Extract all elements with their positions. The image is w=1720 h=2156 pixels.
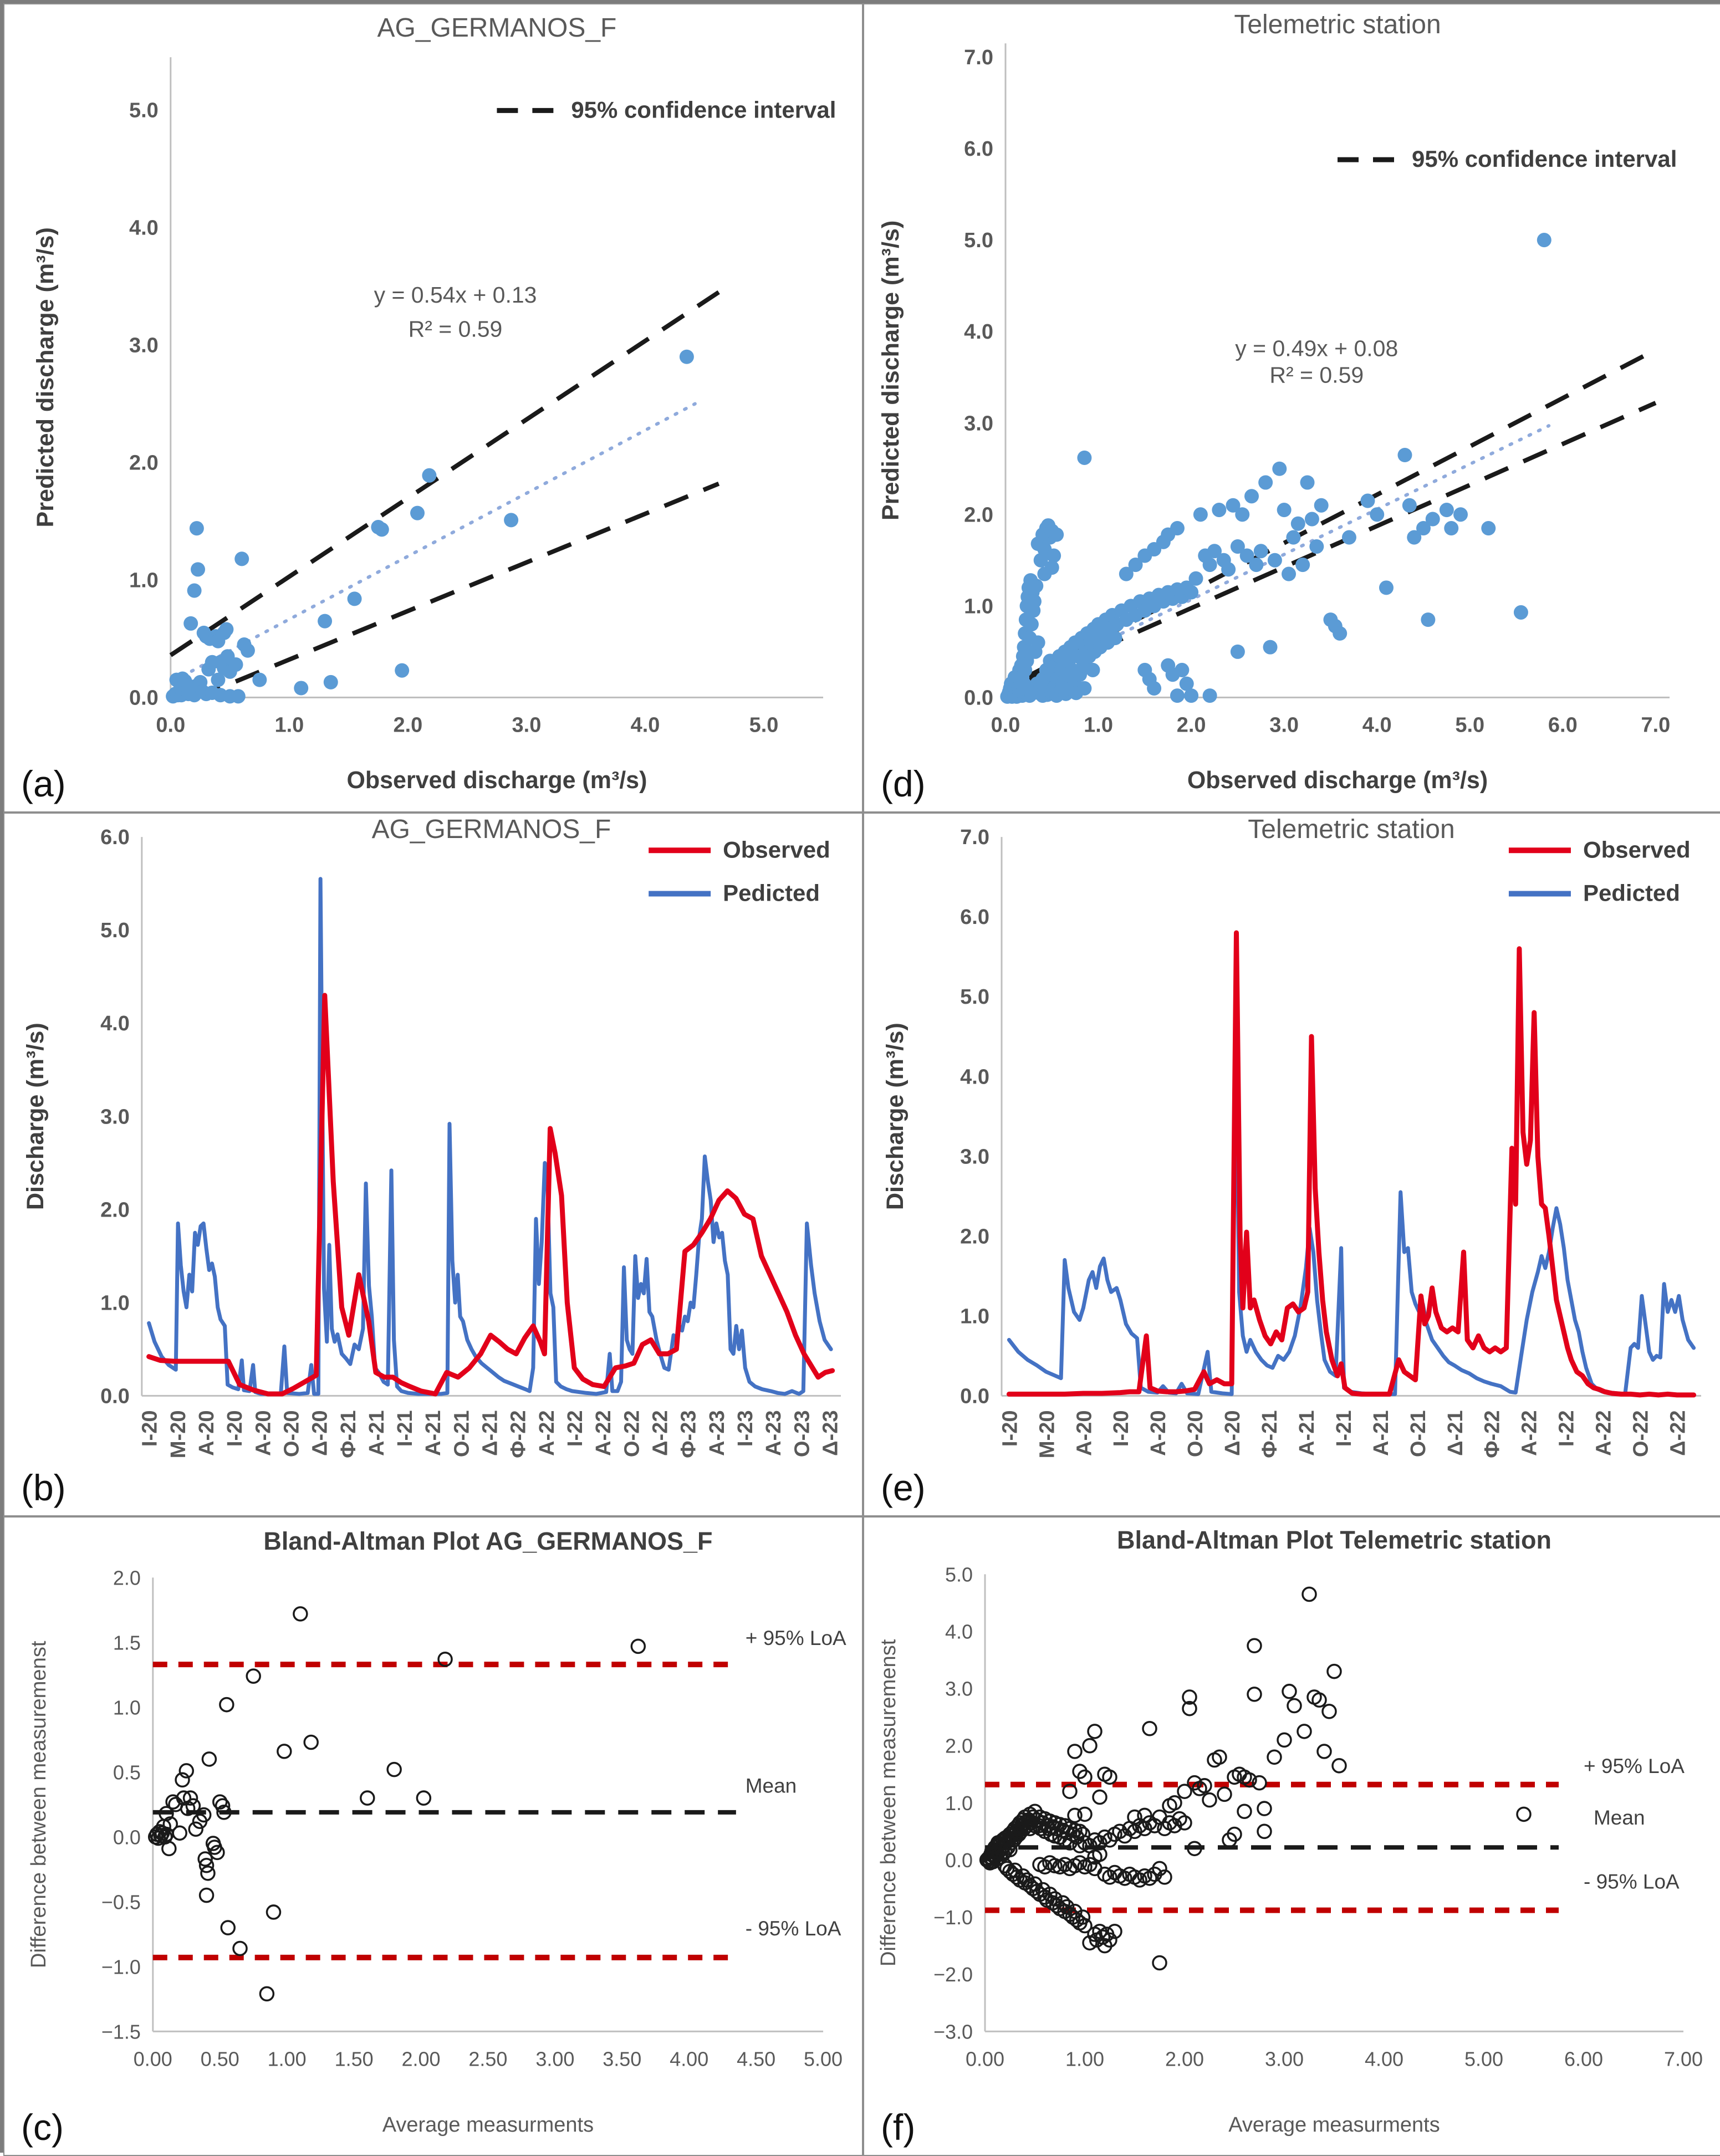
svg-text:Μ-20: Μ-20 <box>166 1410 190 1459</box>
svg-text:Ι-22: Ι-22 <box>564 1410 588 1447</box>
svg-text:Observed: Observed <box>723 836 830 863</box>
svg-text:AG_GERMANOS_F: AG_GERMANOS_F <box>371 814 611 845</box>
svg-text:2.0: 2.0 <box>964 503 993 527</box>
svg-text:+ 95% LoA: + 95% LoA <box>1584 1754 1685 1778</box>
svg-text:0.50: 0.50 <box>200 2047 239 2071</box>
svg-text:Pedicted: Pedicted <box>1583 880 1680 906</box>
svg-text:Mean: Mean <box>745 1774 797 1797</box>
svg-text:Α-21: Α-21 <box>1295 1410 1319 1456</box>
svg-text:Ο-20: Ο-20 <box>1184 1410 1208 1458</box>
svg-text:2.50: 2.50 <box>468 2047 508 2071</box>
svg-text:Ι-21: Ι-21 <box>394 1410 417 1447</box>
svg-text:0.0: 0.0 <box>100 1384 130 1408</box>
svg-text:1.0: 1.0 <box>100 1291 130 1315</box>
svg-text:0.0: 0.0 <box>113 1826 141 1849</box>
svg-text:3.0: 3.0 <box>100 1105 130 1129</box>
svg-text:0.00: 0.00 <box>133 2047 172 2071</box>
svg-text:Bland-Altman Plot AG_GERMANOS_: Bland-Altman Plot AG_GERMANOS_F <box>263 1527 713 1556</box>
svg-text:Ι-20: Ι-20 <box>998 1410 1022 1447</box>
svg-text:3.0: 3.0 <box>1269 713 1299 737</box>
svg-text:Ο-21: Ο-21 <box>1406 1410 1430 1458</box>
svg-text:0.0: 0.0 <box>964 686 993 710</box>
svg-text:Predicted discharge (m³/s): Predicted discharge (m³/s) <box>32 227 59 528</box>
svg-text:95% confidence interval: 95% confidence interval <box>571 96 836 123</box>
svg-text:Α-21: Α-21 <box>1369 1410 1393 1456</box>
svg-text:6.00: 6.00 <box>1564 2047 1604 2071</box>
svg-text:5.0: 5.0 <box>1455 713 1485 737</box>
panel-letter-e: (e) <box>881 1467 926 1508</box>
svg-text:Difference between measuremens: Difference between measuremenst <box>877 1639 900 1966</box>
svg-text:5.0: 5.0 <box>964 229 993 253</box>
svg-text:4.0: 4.0 <box>960 1065 989 1089</box>
svg-text:4.00: 4.00 <box>670 2047 709 2071</box>
svg-text:Φ-21: Φ-21 <box>336 1410 360 1458</box>
chart-a-scatter <box>4 4 862 811</box>
svg-text:- 95% LoA: - 95% LoA <box>1584 1869 1680 1893</box>
svg-text:Δ-21: Δ-21 <box>1443 1410 1467 1456</box>
svg-text:Δ-22: Δ-22 <box>649 1410 672 1456</box>
svg-text:Δ-23: Δ-23 <box>819 1410 843 1456</box>
svg-text:y = 0.54x + 0.13: y = 0.54x + 0.13 <box>374 282 537 308</box>
svg-text:y = 0.49x + 0.08: y = 0.49x + 0.08 <box>1235 335 1399 361</box>
svg-text:Α-22: Α-22 <box>1518 1410 1542 1456</box>
svg-text:2.0: 2.0 <box>129 451 159 475</box>
svg-text:Φ-21: Φ-21 <box>1258 1410 1282 1458</box>
svg-text:6.0: 6.0 <box>964 137 993 161</box>
svg-text:R² = 0.59: R² = 0.59 <box>1269 362 1364 388</box>
svg-text:Telemetric station: Telemetric station <box>1234 9 1441 40</box>
svg-text:AG_GERMANOS_F: AG_GERMANOS_F <box>377 13 617 43</box>
svg-text:Telemetric station: Telemetric station <box>1248 814 1455 845</box>
svg-text:7.00: 7.00 <box>1663 2047 1703 2071</box>
svg-text:Discharge (m³/s): Discharge (m³/s) <box>22 1023 49 1210</box>
svg-text:0.0: 0.0 <box>960 1384 989 1408</box>
svg-text:95% confidence interval: 95% confidence interval <box>1412 146 1677 172</box>
svg-text:2.0: 2.0 <box>945 1734 973 1758</box>
svg-text:Δ-20: Δ-20 <box>308 1410 332 1456</box>
svg-text:3.0: 3.0 <box>512 713 542 737</box>
svg-text:Ι-20: Ι-20 <box>223 1410 247 1447</box>
svg-text:Ο-22: Ο-22 <box>620 1410 644 1458</box>
svg-text:7.0: 7.0 <box>960 826 989 850</box>
svg-text:Observed: Observed <box>1583 836 1691 863</box>
svg-text:6.0: 6.0 <box>1548 713 1578 737</box>
panel-c-bland-altman-ag-germanos <box>3 1516 863 2156</box>
svg-text:Α-20: Α-20 <box>195 1410 218 1456</box>
chart-c-bland-altman <box>4 1518 862 2155</box>
svg-text:0.0: 0.0 <box>945 1848 973 1872</box>
chart-e-line <box>864 814 1720 1515</box>
svg-text:6.0: 6.0 <box>100 826 130 850</box>
svg-text:Ο-22: Ο-22 <box>1629 1410 1653 1458</box>
panel-letter-f: (f) <box>881 2107 916 2148</box>
svg-text:Difference between measuremens: Difference between measuremenst <box>27 1641 50 1969</box>
svg-text:Α-21: Α-21 <box>422 1410 446 1456</box>
svg-text:3.00: 3.00 <box>1264 2047 1304 2071</box>
svg-text:Ι-20: Ι-20 <box>138 1410 162 1447</box>
svg-text:Α-20: Α-20 <box>252 1410 275 1456</box>
svg-text:Ι-20: Ι-20 <box>1110 1410 1134 1447</box>
svg-text:0.5: 0.5 <box>113 1761 141 1784</box>
svg-text:4.0: 4.0 <box>1362 713 1392 737</box>
svg-text:Mean: Mean <box>1594 1805 1645 1829</box>
svg-text:R² = 0.59: R² = 0.59 <box>408 316 503 342</box>
svg-text:Ο-21: Ο-21 <box>450 1410 474 1458</box>
svg-text:7.0: 7.0 <box>1641 713 1671 737</box>
svg-text:3.00: 3.00 <box>535 2047 575 2071</box>
panel-f-bland-altman-telemetric <box>863 1516 1720 2156</box>
svg-text:5.00: 5.00 <box>804 2047 843 2071</box>
svg-text:Discharge (m³/s): Discharge (m³/s) <box>882 1023 909 1210</box>
svg-text:1.50: 1.50 <box>334 2047 374 2071</box>
panel-b-timeseries-ag-germanos <box>3 813 863 1516</box>
svg-text:1.0: 1.0 <box>945 1791 973 1815</box>
svg-text:Α-22: Α-22 <box>535 1410 559 1456</box>
svg-text:4.0: 4.0 <box>630 713 660 737</box>
svg-text:4.00: 4.00 <box>1364 2047 1404 2071</box>
svg-text:Α-20: Α-20 <box>1073 1410 1096 1456</box>
svg-text:5.0: 5.0 <box>100 919 130 943</box>
svg-text:Ι-22: Ι-22 <box>1555 1410 1579 1447</box>
panel-a-scatter-ag-germanos <box>3 3 863 813</box>
svg-text:Observed discharge (m³/s): Observed discharge (m³/s) <box>346 767 647 794</box>
panel-letter-a: (a) <box>21 763 66 804</box>
svg-text:4.50: 4.50 <box>737 2047 776 2071</box>
svg-text:−1.0: −1.0 <box>101 1955 141 1979</box>
svg-text:5.0: 5.0 <box>129 99 159 122</box>
svg-text:2.0: 2.0 <box>1176 713 1206 737</box>
svg-text:1.0: 1.0 <box>960 1305 989 1329</box>
svg-text:Α-21: Α-21 <box>365 1410 389 1456</box>
svg-text:1.0: 1.0 <box>113 1696 141 1719</box>
svg-text:3.50: 3.50 <box>603 2047 642 2071</box>
svg-text:Φ-22: Φ-22 <box>1481 1410 1504 1458</box>
svg-text:Α-22: Α-22 <box>592 1410 616 1456</box>
panel-letter-c: (c) <box>21 2107 64 2148</box>
svg-text:1.00: 1.00 <box>267 2047 307 2071</box>
svg-text:0.00: 0.00 <box>965 2047 1005 2071</box>
svg-text:5.0: 5.0 <box>945 1563 973 1586</box>
svg-text:Α-20: Α-20 <box>1147 1410 1171 1456</box>
panel-letter-d: (d) <box>881 763 926 804</box>
svg-text:−1.0: −1.0 <box>933 1905 973 1929</box>
svg-text:5.00: 5.00 <box>1464 2047 1504 2071</box>
svg-text:1.0: 1.0 <box>964 595 993 619</box>
chart-f-bland-altman <box>864 1518 1720 2155</box>
svg-text:Ι-21: Ι-21 <box>1332 1410 1356 1447</box>
svg-text:Δ-22: Δ-22 <box>1666 1410 1690 1456</box>
svg-text:4.0: 4.0 <box>964 320 993 344</box>
svg-text:1.00: 1.00 <box>1065 2047 1105 2071</box>
svg-text:2.0: 2.0 <box>393 713 423 737</box>
svg-text:4.0: 4.0 <box>129 216 159 240</box>
chart-d-scatter <box>864 4 1720 811</box>
svg-text:3.0: 3.0 <box>945 1677 973 1700</box>
svg-text:5.0: 5.0 <box>960 985 989 1009</box>
svg-text:3.0: 3.0 <box>960 1145 989 1169</box>
svg-text:2.00: 2.00 <box>401 2047 441 2071</box>
svg-text:+ 95% LoA: + 95% LoA <box>745 1626 846 1650</box>
svg-text:−0.5: −0.5 <box>101 1891 141 1914</box>
svg-text:Α-23: Α-23 <box>705 1410 729 1456</box>
svg-text:Ο-23: Ο-23 <box>790 1410 814 1458</box>
svg-text:Φ-23: Φ-23 <box>677 1410 701 1458</box>
svg-text:0.0: 0.0 <box>129 686 159 710</box>
svg-text:Average measurments: Average measurments <box>1228 2113 1440 2137</box>
svg-text:3.0: 3.0 <box>964 412 993 436</box>
svg-text:6.0: 6.0 <box>960 906 989 929</box>
svg-text:- 95% LoA: - 95% LoA <box>745 1917 841 1940</box>
panel-letter-b: (b) <box>21 1467 66 1508</box>
svg-text:7.0: 7.0 <box>964 45 993 70</box>
svg-text:Μ-20: Μ-20 <box>1035 1410 1059 1459</box>
svg-text:4.0: 4.0 <box>100 1012 130 1036</box>
svg-text:−1.5: −1.5 <box>101 2020 141 2043</box>
svg-text:2.0: 2.0 <box>100 1198 130 1222</box>
svg-text:0.0: 0.0 <box>156 713 186 737</box>
svg-text:1.5: 1.5 <box>113 1631 141 1654</box>
svg-text:Bland-Altman Plot Telemetric s: Bland-Altman Plot Telemetric station <box>1117 1526 1551 1555</box>
svg-text:Ι-23: Ι-23 <box>734 1410 758 1447</box>
svg-text:−2.0: −2.0 <box>933 1963 973 1986</box>
panel-e-timeseries-telemetric <box>863 813 1720 1516</box>
svg-text:Observed discharge (m³/s): Observed discharge (m³/s) <box>1187 767 1488 794</box>
svg-text:2.0: 2.0 <box>960 1225 989 1249</box>
svg-text:Δ-21: Δ-21 <box>478 1410 502 1456</box>
svg-text:0.0: 0.0 <box>991 713 1020 737</box>
svg-text:Average measurments: Average measurments <box>382 2113 594 2137</box>
svg-text:3.0: 3.0 <box>129 334 159 357</box>
svg-text:1.0: 1.0 <box>129 569 159 592</box>
svg-text:Pedicted: Pedicted <box>723 880 820 906</box>
svg-text:1.0: 1.0 <box>1084 713 1113 737</box>
chart-b-line <box>4 814 862 1515</box>
svg-text:2.00: 2.00 <box>1165 2047 1204 2071</box>
svg-text:−3.0: −3.0 <box>933 2020 973 2043</box>
svg-text:2.0: 2.0 <box>113 1566 141 1590</box>
svg-text:Α-22: Α-22 <box>1592 1410 1616 1457</box>
svg-text:5.0: 5.0 <box>749 713 779 737</box>
svg-text:Ο-20: Ο-20 <box>280 1410 304 1458</box>
svg-text:4.0: 4.0 <box>945 1620 973 1643</box>
svg-text:Predicted discharge (m³/s): Predicted discharge (m³/s) <box>877 220 904 521</box>
svg-text:Φ-22: Φ-22 <box>507 1410 530 1458</box>
panel-d-scatter-telemetric <box>863 3 1720 813</box>
svg-text:1.0: 1.0 <box>274 713 304 737</box>
svg-text:Α-23: Α-23 <box>762 1410 786 1456</box>
svg-text:Δ-20: Δ-20 <box>1221 1410 1245 1456</box>
